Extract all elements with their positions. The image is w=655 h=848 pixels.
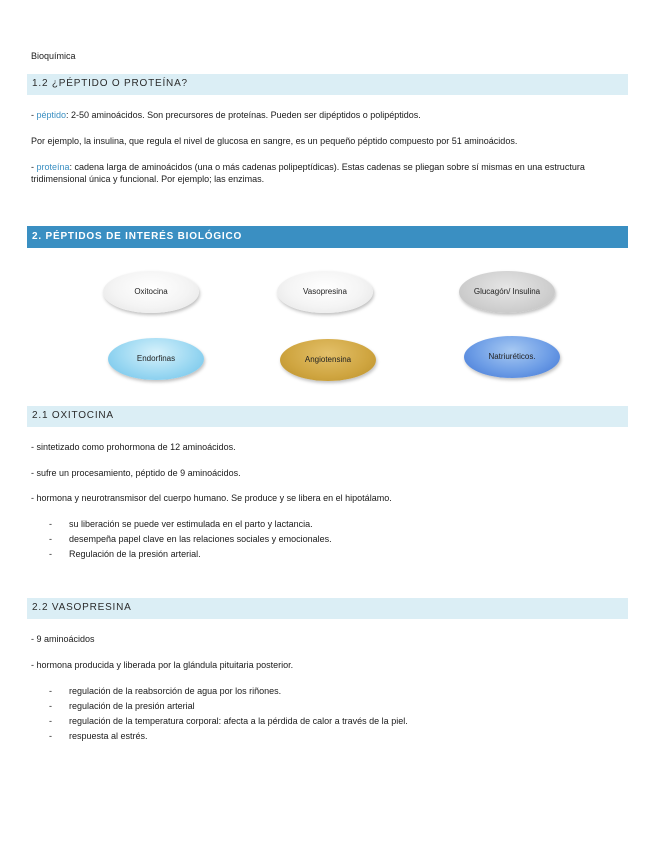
list-item: - regulación de la presión arterial	[49, 701, 195, 711]
list-item: - regulación de la reabsorción de agua por los riñones.	[49, 686, 282, 696]
list-item: - su liberación se puede ver estimulada en el parto y lactancia.	[49, 519, 313, 529]
peptide-endorfinas: Endorfinas	[108, 338, 204, 380]
proteina-term: proteína	[36, 162, 70, 172]
peptide-natriureticos: Natriuréticos.	[464, 336, 560, 378]
oxitocina-line-2: - sufre un procesamiento, péptido de 9 aminoácidos.	[31, 468, 241, 478]
oxitocina-line-1: - sintetizado como prohormona de 12 aminoácidos.	[31, 442, 236, 452]
peptide-glucagon-insulina: Glucagón/ Insulina	[459, 271, 555, 313]
line-prefix: -	[31, 162, 37, 172]
section-2-1-heading: 2.1 OXITOCINA	[27, 406, 628, 427]
line-prefix: -	[31, 110, 37, 120]
proteina-text: : cadena larga de aminoácidos (una o más cadenas polipeptídicas). Estas cadenas se pliegan sobre sí mismas en una estructura tridimensional única y funcional. Por ejemplo; las enzimas.	[31, 162, 585, 184]
peptide-angiotensina: Angiotensina	[280, 339, 376, 381]
document-header: Bioquímica	[31, 51, 76, 61]
section-2-2-heading: 2.2 VASOPRESINA	[27, 598, 628, 619]
list-item: - Regulación de la presión arterial.	[49, 549, 201, 559]
vasopresina-line-2: - hormona producida y liberada por la glándula pituitaria posterior.	[31, 660, 294, 670]
section-1-2-heading: 1.2 ¿PÉPTIDO O PROTEÍNA?	[27, 74, 628, 95]
oxitocina-line-3: - hormona y neurotransmisor del cuerpo humano. Se produce y se libera en el hipotálamo.	[31, 493, 392, 503]
peptido-definition	[31, 109, 421, 121]
list-item: - respuesta al estrés.	[49, 731, 148, 741]
peptido-text: : 2-50 aminoácidos. Son precursores de proteínas. Pueden ser dipéptidos o polipéptidos.	[66, 110, 421, 120]
list-item: - desempeña papel clave en las relaciones sociales y emocionales.	[49, 534, 332, 544]
peptide-vasopresina: Vasopresina	[277, 271, 373, 313]
insulin-example: Por ejemplo, la insulina, que regula el nivel de glucosa en sangre, es un pequeño péptido compuesto por 51 aminoácidos.	[31, 136, 518, 146]
proteina-definition	[31, 161, 623, 185]
vasopresina-line-1: - 9 aminoácidos	[31, 634, 95, 644]
peptide-oxitocina: Oxitocina	[103, 271, 199, 313]
section-2-heading: 2. PÉPTIDOS DE INTERÉS BIOLÓGICO	[27, 226, 628, 248]
peptido-term: péptido	[36, 110, 67, 120]
list-item: - regulación de la temperatura corporal: afecta a la pérdida de calor a través de la piel.	[49, 716, 408, 726]
